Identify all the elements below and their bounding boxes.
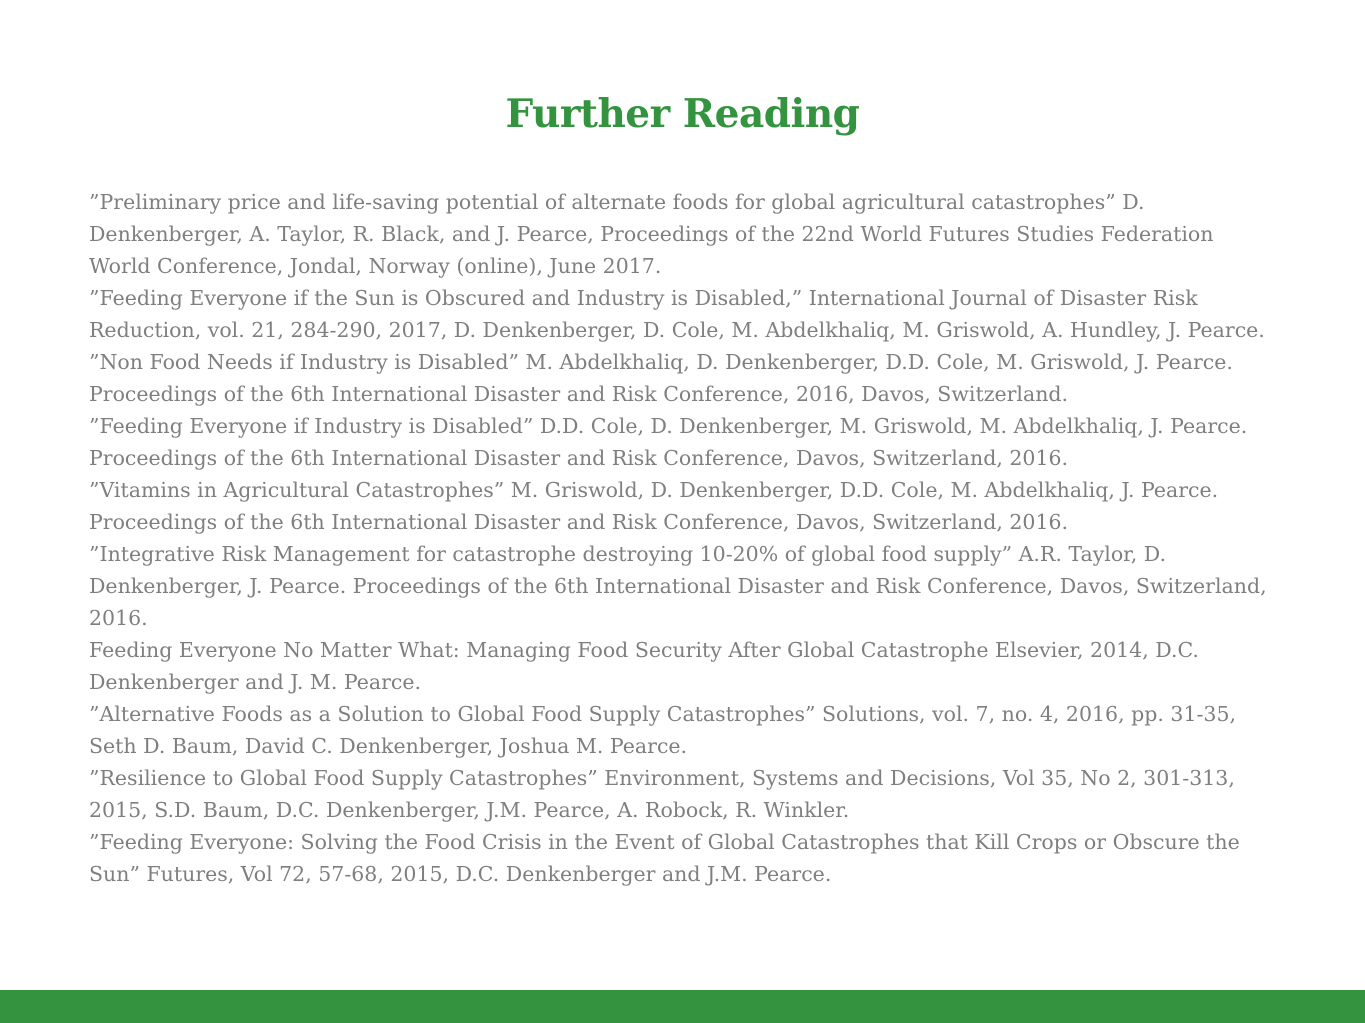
page-title: Further Reading: [505, 91, 860, 137]
reference-item: ”Feeding Everyone: Solving the Food Crisis in the Event of Global Catastrophes that Kill Crops or Obscure the Sun” Futures, Vol 72, 57-68, 2015, D.C. Denkenberger and J.M. Pearce.: [89, 830, 1240, 886]
reference-item: Feeding Everyone No Matter What: Managing Food Security After Global Catastrophe Elsevier, 2014, D.C. Denkenberger and J. M. Pearce.: [89, 638, 1199, 694]
footer-bar: [0, 990, 1365, 1023]
reference-item: ”Integrative Risk Management for catastrophe destroying 10-20% of global food supply” A.R. Taylor, D. Denkenberger, J. Pearce. Proceedings of the 6th International Disaster and Risk Conference, Davos, Switzerland, 2016.: [89, 542, 1267, 630]
reference-item: ”Feeding Everyone if Industry is Disabled” D.D. Cole, D. Denkenberger, M. Griswold, M. Abdelkhaliq, J. Pearce. Proceedings of the 6th International Disaster and Risk Conference, Davos, Switzerland, 2016.: [89, 414, 1248, 470]
reference-list: [89, 186, 1274, 890]
reference-item: ”Resilience to Global Food Supply Catastrophes” Environment, Systems and Decisions, Vol 35, No 2, 301-313, 2015, S.D. Baum, D.C. Denkenberger, J.M. Pearce, A. Robock, R. Winkler.: [89, 766, 1235, 822]
reference-item: ”Feeding Everyone if the Sun is Obscured and Industry is Disabled,” International Journal of Disaster Risk Reduction, vol. 21, 284-290, 2017, D. Denkenberger, D. Cole, M. Abdelkhaliq, M. Griswold, A. Hundley, J. Pearce.: [89, 286, 1265, 342]
reference-item: ”Non Food Needs if Industry is Disabled” M. Abdelkhaliq, D. Denkenberger, D.D. Cole, M. Griswold, J. Pearce. Proceedings of the 6th International Disaster and Risk Conference, 2016, Davos, Switzerland.: [89, 350, 1233, 406]
reference-item: ”Vitamins in Agricultural Catastrophes” M. Griswold, D. Denkenberger, D.D. Cole, M. Abdelkhaliq, J. Pearce. Proceedings of the 6th International Disaster and Risk Conference, Davos, Switzerland, 2016.: [89, 478, 1219, 534]
reference-item: ”Alternative Foods as a Solution to Global Food Supply Catastrophes” Solutions, vol. 7, no. 4, 2016, pp. 31-35, Seth D. Baum, David C. Denkenberger, Joshua M. Pearce.: [89, 702, 1237, 758]
reference-item: ”Preliminary price and life-saving potential of alternate foods for global agricultural catastrophes” D. Denkenberger, A. Taylor, R. Black, and J. Pearce, Proceedings of the 22nd World Futures Studies Federation World Conference, Jondal, Norway (online), June 2017.: [89, 190, 1214, 278]
